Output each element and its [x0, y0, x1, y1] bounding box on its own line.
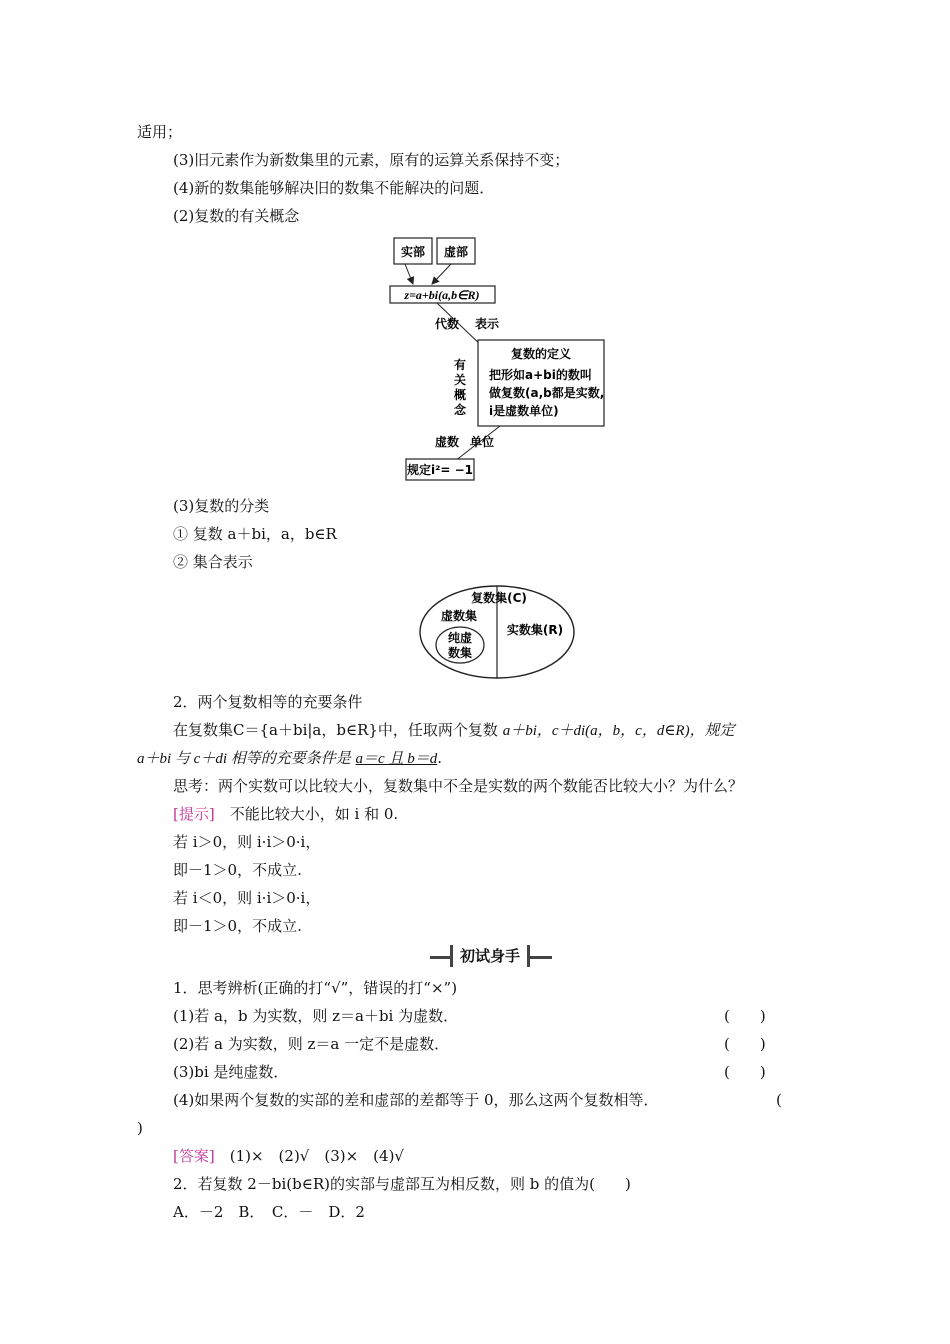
- text-line: 在复数集C＝{a＋bi|a，b∈R}中，任取两个复数 a＋bi，c＋di(a，b，c，d∈R)，规定: [173, 721, 735, 739]
- complex-set-label: 复数集(C): [471, 591, 527, 605]
- question: 2．若复数 2－bi(b∈R)的实部与虚部互为相反数，则 b 的值为( ): [173, 1175, 631, 1193]
- side-label: 有: [453, 358, 467, 372]
- question-item: (2)若 a 为实数，则 z＝a 一定不是虚数．: [173, 1035, 450, 1053]
- section-heading: (2)复数的有关概念: [173, 207, 300, 225]
- answer-blank: ( ): [724, 1007, 766, 1025]
- side-label: 概: [453, 388, 467, 402]
- text-line: 若 i＜0，则 i·i＞0·i，: [173, 889, 321, 907]
- real-set-label: 实数集(R): [506, 623, 564, 637]
- answer-blank: (: [776, 1091, 782, 1109]
- pure-imaginary-label: 数集: [447, 646, 473, 660]
- imaginary-set-label: 虚数集: [440, 609, 478, 623]
- text-line: 即－1＞0，不成立.: [173, 917, 302, 935]
- answer-line: [答案] (1)× (2)√ (3)× (4)√: [173, 1147, 404, 1165]
- definition-line: 做复数(a,b都是实数,: [489, 386, 605, 400]
- rule-label: 规定i²= −1: [406, 463, 474, 477]
- question-item: (1)若 a，b 为实数，则 z＝a＋bi 为虚数．: [173, 1007, 459, 1025]
- set-diagram: [417, 582, 579, 682]
- text-line: [提示] 不能比较大小，如 i 和 0.: [173, 805, 399, 823]
- section-heading: 2．两个复数相等的充要条件: [173, 693, 363, 711]
- side-label: 关: [453, 373, 467, 387]
- imag-part-label: 虚部: [443, 245, 469, 259]
- text-line: 适用；: [137, 123, 183, 141]
- edge-label: 单位: [470, 435, 495, 449]
- text-line: 即－1＞0，不成立.: [173, 861, 302, 879]
- question: 1．思考辨析(正确的打“√”，错误的打“×”): [173, 979, 458, 997]
- answer-blank: ): [137, 1119, 143, 1137]
- edge-label: 虚数: [435, 435, 460, 449]
- pure-imaginary-label: 纯虚: [447, 631, 473, 645]
- text-line: 若 i＞0，则 i·i＞0·i，: [173, 833, 321, 851]
- text-line: ① 复数 a＋bi，a，b∈R: [173, 525, 337, 543]
- section-heading: (3)复数的分类: [173, 497, 270, 515]
- text-line: 思考：两个实数可以比较大小，复数集中不全是实数的两个数能否比较大小？为什么？: [173, 777, 744, 795]
- definition-line: i是虚数单位): [489, 404, 559, 418]
- text-line: (3)旧元素作为新数集里的元素，原有的运算关系保持不变；: [173, 151, 570, 169]
- side-label: 念: [453, 403, 467, 417]
- equality-condition: a＝c 且 b＝d: [355, 751, 438, 767]
- formula-label: z=a+bi(a,b∈R): [404, 288, 480, 302]
- question-item: (4)如果两个复数的实部的差和虚部的差都等于 0，那么这两个复数相等．: [173, 1091, 659, 1109]
- options: A．－2 B． C．－ D．2: [173, 1203, 365, 1221]
- answer-tag: [答案]: [173, 1147, 215, 1165]
- text-line: ② 集合表示: [173, 553, 253, 571]
- definition-title: 复数的定义: [510, 347, 572, 361]
- real-part-label: 实部: [400, 245, 426, 259]
- section-banner: [430, 944, 552, 970]
- edge-label: 代数: [435, 317, 460, 331]
- definition-line: 把形如a+bi的数叫: [489, 368, 592, 382]
- answer-blank: ( ): [724, 1063, 766, 1081]
- hint-tag: [提示]: [173, 805, 215, 823]
- answer-blank: ( ): [724, 1035, 766, 1053]
- text-line: a＋bi 与 c＋di 相等的充要条件是 a＝c 且 b＝d.: [137, 749, 442, 767]
- text-line: (4)新的数集能够解决旧的数集不能解决的问题．: [173, 179, 495, 197]
- edge-label: 表示: [475, 317, 500, 331]
- concept-diagram: [385, 236, 610, 484]
- question-item: (3)bi 是纯虚数．: [173, 1063, 289, 1081]
- banner-label: 初试身手: [450, 945, 530, 967]
